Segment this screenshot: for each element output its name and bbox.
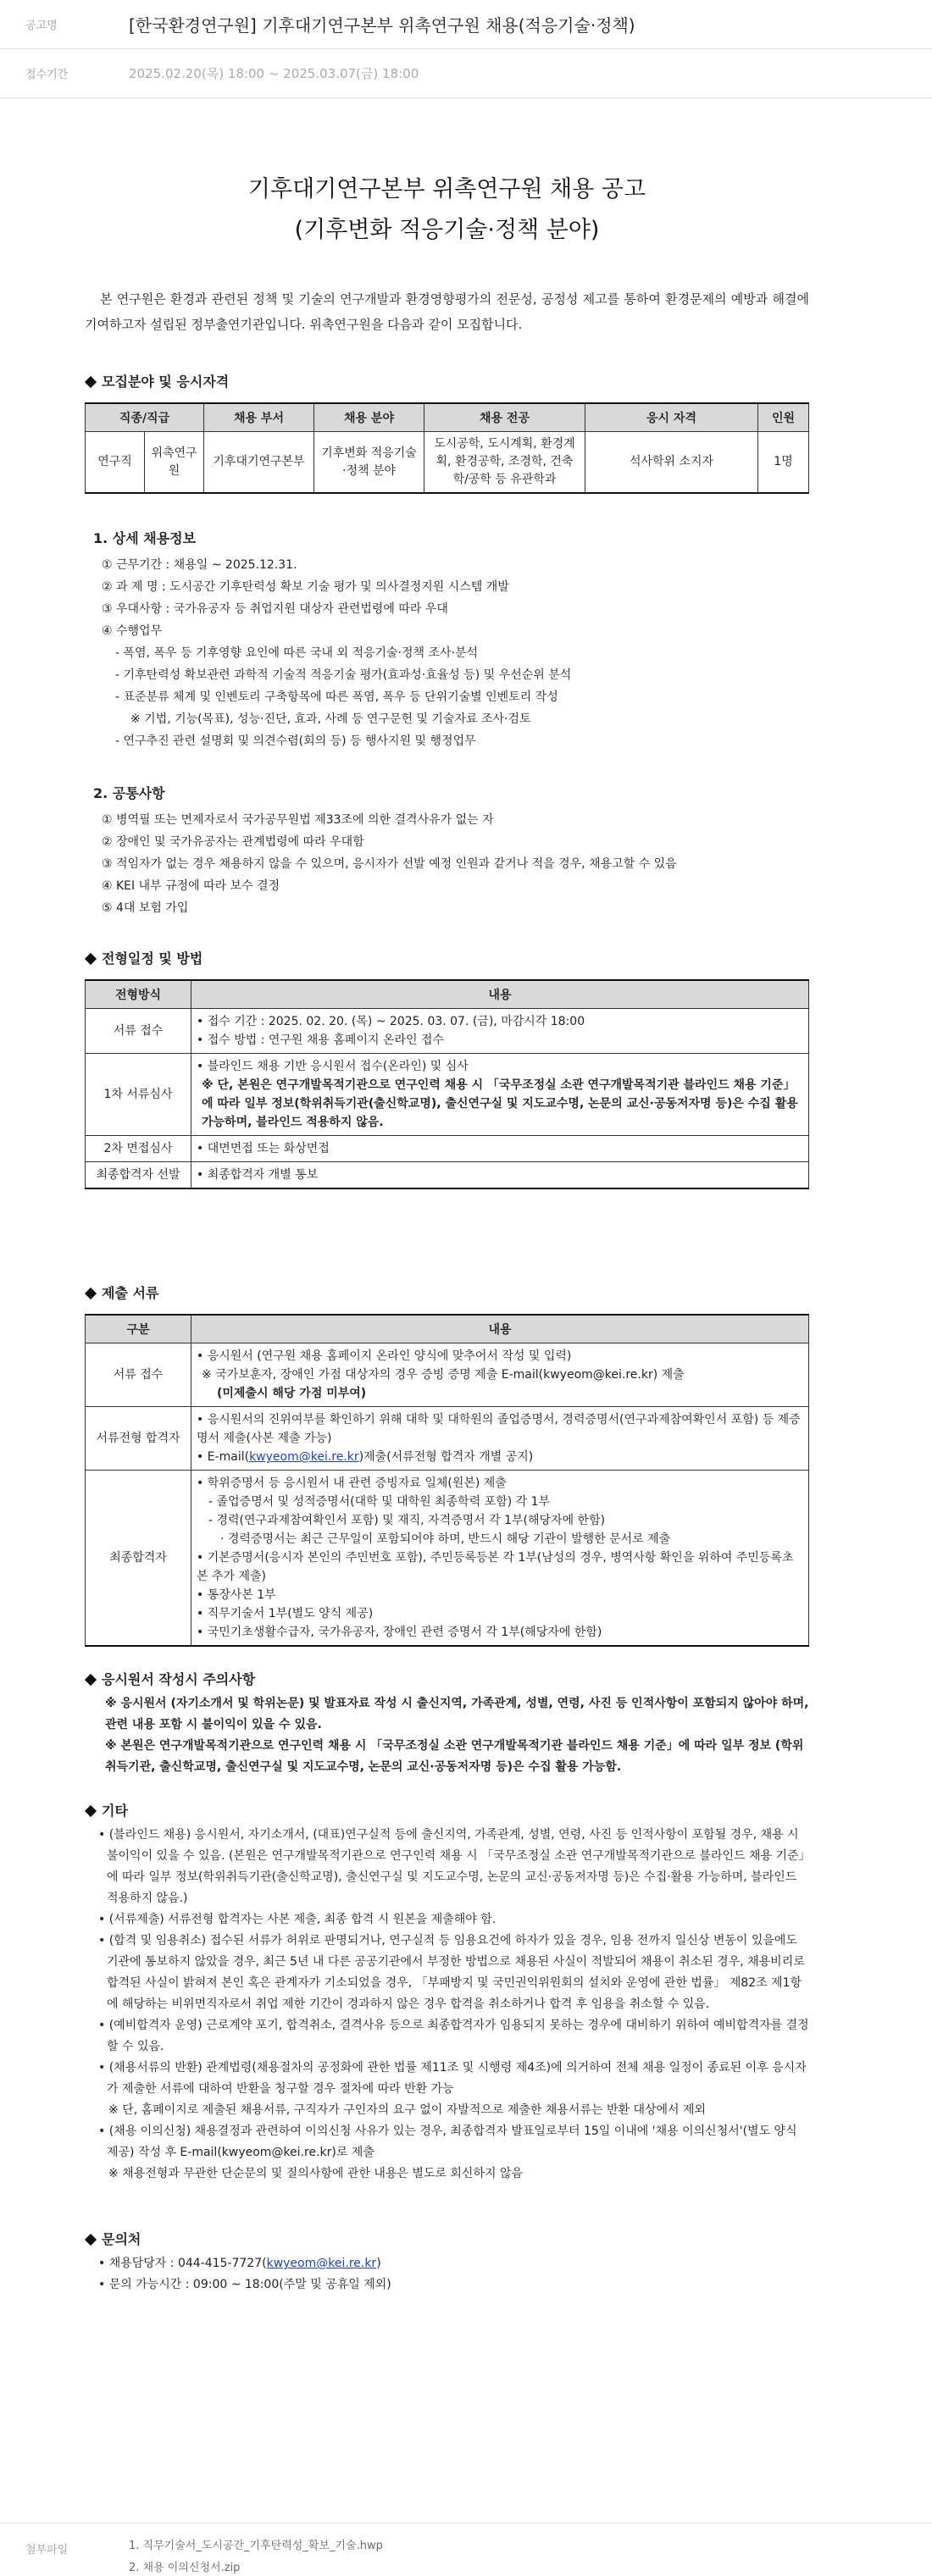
- table-row: [86, 1407, 809, 1471]
- etc-line: ※ 단, 홈페이지로 제출된 채용서류, 구직자가 구인자의 요구 없이 자발적으로 제출한 채용서류는 반환 대상에서 제외: [108, 2103, 707, 2117]
- recruit-heading-text: 모집분야 및 응시자격: [102, 374, 230, 390]
- email-link[interactable]: kwyeom@kei.re.kr: [249, 1450, 359, 1464]
- common-line: ⑤ 4대 보험 가입: [102, 901, 189, 915]
- attachment-link[interactable]: 1. 직무기술서_도시공간_기후탄력성_확보_기술.hwp: [129, 2540, 383, 2552]
- doc-title-line1: 기후대기연구본부 위촉연구원 채용 공고: [247, 176, 646, 202]
- cell-grade: 위촉연구원: [145, 432, 204, 494]
- diamond-icon: [85, 2234, 97, 2246]
- attachments-label: 첨부파일: [25, 2544, 69, 2557]
- diamond-icon: [85, 1674, 97, 1686]
- diamond-icon: [85, 376, 97, 388]
- table-row: [86, 432, 809, 494]
- detail-section: [85, 528, 809, 752]
- attachment-link[interactable]: 2. 채용 이의신청서.zip: [129, 2562, 241, 2574]
- common-line: ④ KEI 내부 규정에 따라 보수 결정: [102, 879, 280, 893]
- etc-line: • (채용 이의신청) 채용결정과 관련하여 이의신청 사유가 있는 경우, 최종합격자 발표일로부터 15일 이내에 '채용 이의신청서'(별도 양식 제공) 작성 후 E-mail(kwyeom@kei.re.kr)로 제출: [98, 2125, 797, 2159]
- docs-heading: [85, 1282, 809, 1302]
- content-note: ※ 국가보훈자, 장애인 가점 대상자의 경우 증빙 증명 제출 E-mail(kwyeom@kei.re.kr) 제출: [202, 1368, 685, 1382]
- stage-cell: 서류 접수: [86, 1009, 191, 1054]
- doc-title-line2: (기후변화 적응기술·정책 분야): [294, 217, 600, 243]
- docs-table-header: [86, 1315, 809, 1343]
- stage-cell: 최종합격자: [86, 1471, 191, 1647]
- attachments-row: [0, 2523, 932, 2576]
- common-line: ③ 적임자가 없는 경우 채용하지 않을 수 있으며, 응시자가 선발 예정 인원과 같거나 적을 경우, 채용고할 수 있음: [102, 857, 677, 871]
- cell-field: 기후변화 적응기술·정책 분야: [314, 432, 424, 494]
- detail-line: ④ 수행업무: [102, 624, 163, 638]
- docs-heading-text: 제출 서류: [102, 1285, 159, 1301]
- cell-count: 1명: [758, 432, 809, 494]
- content-item: - 졸업증명서 및 성적증명서(대학 및 대학원 최종학력 포함) 각 1부: [208, 1495, 551, 1509]
- content-item: • 기본증명서(응시자 본인의 주민번호 포함), 주민등록등본 각 1부(남성의 경우, 병역사항 확인을 위하여 주민등록초본 추가 제출): [197, 1551, 794, 1583]
- content-item: • 통장사본 1부: [197, 1588, 276, 1602]
- content-cell: [191, 1162, 809, 1189]
- th-stage: 전형방식: [86, 980, 191, 1009]
- contact-suffix: ): [376, 2257, 381, 2270]
- duty-item: - 폭염, 폭우 등 기후영향 요인에 따른 국내 외 적응기술·정책 조사·분석: [115, 646, 479, 660]
- content-item: [197, 1448, 803, 1466]
- email-suffix: )제출(서류전형 합격자 개별 공지): [358, 1450, 534, 1464]
- etc-line: • (채용서류의 반환) 관계법령(채용절차의 공정화에 관한 법률 제11조 및 시행령 제4조)에 의거하여 전체 채용 일정이 종료된 이후 응시자가 제출한 서류에 대하여 반환을 청구할 경우 절차에 따라 반환 가능: [98, 2061, 807, 2096]
- th-content: 내용: [191, 1315, 809, 1343]
- email-prefix: • E-mail(: [197, 1450, 250, 1464]
- content-item: • 접수 방법 : 연구원 채용 홈페이지 온라인 접수: [197, 1033, 445, 1047]
- content-item: • 접수 기간 : 2025. 02. 20. (목) ~ 2025. 03. 07. (금), 마감시각 18:00: [197, 1015, 585, 1028]
- th-dept: 채용 부서: [204, 403, 314, 432]
- content-item: • 직무기술서 1부(별도 양식 제공): [197, 1607, 374, 1620]
- caution-heading: [85, 1669, 809, 1688]
- etc-line: • (서류제출) 서류전형 합격자는 사본 제출, 최종 합격 시 원본을 제출해야 함.: [98, 1913, 497, 1926]
- etc-line: • (예비합격자 운영) 근로계약 포기, 합격취소, 결격사유 등으로 최종합격자가 임용되지 못하는 경우에 대비하기 위하여 예비합격자를 결정할 수 있음.: [98, 2019, 809, 2053]
- recruit-heading: [85, 371, 809, 391]
- table-row: [86, 1343, 809, 1407]
- content-cell: [191, 1136, 809, 1162]
- caution-line: ※ 본원은 연구개발목적기관으로 연구인력 채용 시 「국무조정실 소관 연구개발목적기관 블라인드 채용 기준」에 따라 일부 정보 (학위취득기관, 출신학교명, 출신연구실 및 지도교수명, 논문의 교신·공동저자명 등)은 수집 활용 가능함.: [105, 1739, 804, 1774]
- attachments-list: [110, 2535, 383, 2576]
- schedule-heading-text: 전형일정 및 방법: [102, 950, 203, 967]
- period-label: 접수기간: [25, 69, 69, 81]
- etc-line: ※ 채용전형과 무관한 단순문의 및 질의사항에 관한 내용은 별도로 회신하지 않음: [108, 2167, 523, 2180]
- th-category: 구분: [86, 1315, 191, 1343]
- th-content: 내용: [191, 980, 809, 1009]
- detail-heading: 1. 상세 채용정보: [93, 530, 197, 546]
- cell-dept: 기후대기연구본부: [204, 432, 314, 494]
- contact-phone: • 채용담당자 : 044-415-7727(: [98, 2257, 267, 2270]
- etc-heading: [85, 1800, 809, 1820]
- detail-line: ② 과 제 명 : 도시공간 기후탄력성 확보 기술 평가 및 의사결정지원 시스템 개발: [102, 580, 509, 594]
- content-item: • 학위증명서 등 응시원서 내 관련 증빙자료 일체(원본) 제출: [197, 1476, 507, 1490]
- common-line: ② 장애인 및 국가유공자는 관계법령에 따라 우대함: [102, 835, 364, 849]
- content-cell: [191, 1471, 809, 1647]
- common-heading: 2. 공통사항: [93, 785, 165, 801]
- schedule-table: [85, 979, 809, 1189]
- duty-item: - 표준분류 체계 및 인벤토리 구축항목에 따른 폭염, 폭우 등 단위기술별 인벤토리 작성: [115, 690, 558, 704]
- contact-hours: • 문의 가능시간 : 09:00 ~ 18:00(주말 및 공휴일 제외): [98, 2278, 391, 2291]
- recruit-table-header: [86, 403, 809, 432]
- cell-type: 연구직: [86, 432, 145, 494]
- etc-heading-text: 기타: [102, 1803, 128, 1819]
- contact-line: [85, 2253, 809, 2274]
- content-item: • 블라인드 채용 기반 응시원서 접수(온라인) 및 심사: [197, 1060, 469, 1073]
- table-row: [86, 1054, 809, 1136]
- recruit-table: [85, 402, 809, 494]
- contact-heading: [85, 2229, 809, 2248]
- detail-line: ① 근무기간 : 채용일 ~ 2025.12.31.: [102, 558, 297, 572]
- contact-heading-text: 문의처: [102, 2231, 141, 2247]
- schedule-heading: [85, 948, 809, 967]
- etc-line: • (블라인드 채용) 응시원서, 자기소개서, (대표)연구실적 등에 출신지역, 가족관계, 성별, 연령, 사진 등 인적사항이 포함될 경우, 채용 시 불이익이 있을 수 있음. (본원은 연구개발목적기관으로 연구인력 채용 시 「국무조정실 소관 연구개발목적기관으로 블라인드 채용 기준」에 따라 일부 정보(학위취득기관(출신학교명), 출신연구실 및 지도교수명, 논문의 교신·공동저자명 등)은 수집·활용 가능하며, 블라인드 적용하지 않음.): [98, 1828, 805, 1905]
- content-item: · 경력증명서는 최근 근무일이 포함되어야 하며, 반드시 해당 기관이 발행한 문서로 제출: [220, 1532, 671, 1546]
- table-row: [86, 1162, 809, 1189]
- content-item: • 응시원서 (연구원 채용 홈페이지 온라인 양식에 맞추어서 작성 및 입력): [197, 1349, 572, 1363]
- th-type: 직종/직급: [86, 403, 204, 432]
- notice-body: [85, 169, 809, 2296]
- th-count: 인원: [758, 403, 809, 432]
- diamond-icon: [85, 1288, 97, 1299]
- contact-email-link[interactable]: kwyeom@kei.re.kr: [266, 2257, 377, 2270]
- period-row: [0, 49, 932, 98]
- content-note: (미제출시 해당 가점 미부여): [217, 1387, 367, 1400]
- intro-text: 본 연구원은 환경과 관련된 정책 및 기술의 연구개발과 환경영향평가의 전문성, 공정성 제고를 통하여 환경문제의 예방과 해결에 기여하고자 설립된 정부출연기관입니다. 위촉연구원을 다음과 같이 모집합니다.: [85, 291, 809, 332]
- stage-cell: 서류 접수: [86, 1343, 191, 1407]
- cell-qual: 석사학위 소지자: [585, 432, 758, 494]
- content-cell: [191, 1343, 809, 1407]
- duty-item: ※ 기법, 기능(목표), 성능·진단, 효과, 사례 등 연구문헌 및 기술자료 조사·검토: [130, 712, 531, 726]
- content-note: ※ 단, 본원은 연구개발목적기관으로 연구인력 채용 시 「국무조정실 소관 연구개발목적기관 블라인드 채용 기준」에 따라 일부 정보(학위취득기관(출신학교명), 출신연구실 및 지도교수명, 논문의 교신·공동저자명 등)은 수집 활용 가능하며, 블라인드 적용하지 않음.: [202, 1078, 798, 1129]
- doc-title: [85, 169, 809, 251]
- schedule-table-header: [86, 980, 809, 1009]
- period-value: 2025.02.20(목) 18:00 ~ 2025.03.07(금) 18:00: [129, 66, 419, 81]
- content-item: • 국민기초생활수급자, 국가유공자, 장애인 관련 증명서 각 1부(해당자에 한함): [197, 1626, 602, 1639]
- content-cell: [191, 1009, 809, 1054]
- common-section: [85, 783, 809, 919]
- content-item: • 대면면접 또는 화상면접: [197, 1142, 330, 1155]
- stage-cell: 2차 면접심사: [86, 1136, 191, 1162]
- content-cell: [191, 1054, 809, 1136]
- th-field: 채용 분야: [314, 403, 424, 432]
- caution-heading-text: 응시원서 작성시 주의사항: [102, 1671, 256, 1687]
- th-qual: 응시 자격: [585, 403, 758, 432]
- stage-cell: 서류전형 합격자: [86, 1407, 191, 1471]
- th-major: 채용 전공: [424, 403, 585, 432]
- table-row: [86, 1136, 809, 1162]
- common-line: ① 병역필 또는 면제자로서 국가공무원법 제33조에 의한 결격사유가 없는 자: [102, 813, 494, 827]
- duty-item: - 기후탄력성 확보관련 과학적 기술적 적응기술 평가(효과성·효율성 등) 및 우선순위 분석: [115, 668, 572, 682]
- table-row: [86, 1471, 809, 1647]
- docs-table: [85, 1314, 809, 1647]
- duty-item: - 연구추진 관련 설명회 및 의견수렴(회의 등) 등 행사지원 및 행정업무: [115, 734, 476, 748]
- stage-cell: 최종합격자 선발: [86, 1162, 191, 1189]
- content-item: - 경력(연구과제참여확인서 포함) 및 재직, 자격증명서 각 1부(해당자에 한함): [208, 1514, 606, 1527]
- content-cell: [191, 1407, 809, 1471]
- content-item: • 응시원서의 진위여부를 확인하기 위해 대학 및 대학원의 졸업증명서, 경력증명서(연구과제참여확인서 포함) 등 제증명서 제출(사본 제출 가능): [197, 1413, 801, 1445]
- notice-title: [한국환경연구원] 기후대기연구본부 위촉연구원 채용(적응기술·정책): [129, 15, 635, 36]
- notice-label: 공고명: [25, 19, 58, 32]
- table-row: [86, 1009, 809, 1054]
- detail-line: ③ 우대사항 : 국가유공자 등 취업지원 대상자 관련법령에 따라 우대: [102, 602, 448, 616]
- cell-major: 도시공학, 도시계획, 환경계획, 환경공학, 조경학, 건축학/공학 등 유관학과: [424, 432, 585, 494]
- caution-line: ※ 응시원서 (자기소개서 및 학위논문) 및 발표자료 작성 시 출신지역, 가족관계, 성별, 연령, 사진 등 인적사항이 포함되지 않아야 하며, 관련 내용 포함 시 불이익이 있을 수 있음.: [105, 1697, 809, 1731]
- stage-cell: 1차 서류심사: [86, 1054, 191, 1136]
- etc-list: [85, 1825, 809, 2185]
- notice-title-row: [0, 0, 932, 49]
- diamond-icon: [85, 1805, 97, 1817]
- diamond-icon: [85, 953, 97, 965]
- etc-line: • (합격 및 임용취소) 접수된 서류가 허위로 판명되거나, 연구실적 등 임용요건에 하자가 있을 경우, 임용 전까지 일신상 변동이 있을에도 기관에 통보하지 않았을 경우, 최근 5년 내 다른 공공기관에서 부정한 방법으로 채용된 사실이 적발되어 채용이 취소된 경우, 채용비리로 합격된 사실이 밝혀져 본인 혹은 관계자가 기소되었을 경우, 「부패방지 및 국민권익위원회의 설치와 운영에 관한 법률」 제82조 제1항에 해당하는 비위면직자로서 취업 제한 기간이 경과하지 않은 경우 합격을 취소하거나 합격 후 임용을 취소할 수 있음.: [98, 1934, 805, 2011]
- content-item: • 최종합격자 개별 통보: [197, 1168, 319, 1182]
